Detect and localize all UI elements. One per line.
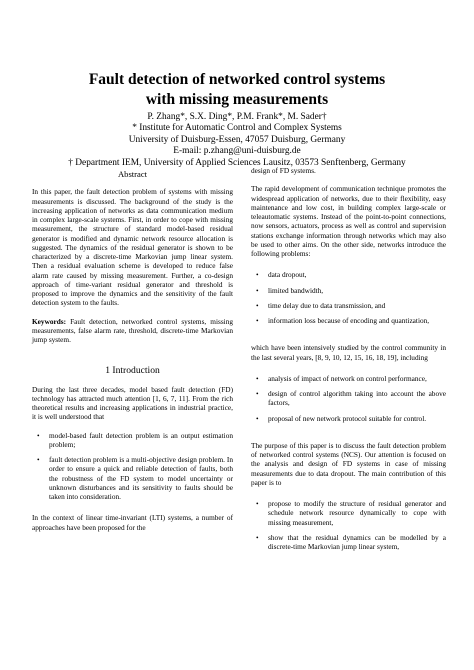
list-item-text: information loss because of encoding and quantization,	[268, 316, 430, 325]
title-line: with missing measurements	[145, 91, 329, 108]
section-heading-introduction: 1 Introduction	[105, 365, 160, 377]
keywords-paragraph	[32, 317, 233, 345]
list-item-text: fault detection problem is a multi-objective design problem. In order to ensure a quick and reliable detection of faults, both the robustness of the FD system to model uncertainty or unknown disturbances and its sensitivity to faults should be taken into consideration.	[49, 455, 233, 501]
bullet-icon: •	[37, 455, 40, 464]
list-item	[251, 301, 446, 310]
left-column	[32, 170, 233, 532]
affiliation-line: University of Duisburg-Essen, 47057 Duisburg, Germany	[128, 134, 346, 145]
bullet-icon: •	[256, 270, 259, 280]
list-item	[251, 286, 446, 295]
affiliation-line: * Institute for Automatic Control and Complex Systems	[132, 123, 342, 134]
research-topics-list	[251, 374, 446, 423]
keywords-text: Fault detection, networked control systems, missing measurements, false alarm rate, threshold, discrete-time Markovian jump system.	[32, 316, 233, 344]
bullet-icon: •	[256, 316, 259, 325]
bullet-icon: •	[256, 532, 259, 542]
list-item-text: limited bandwidth,	[268, 285, 324, 295]
abstract-text: In this paper, the fault detection problem of systems with missing measurements is discussed. The background of the study is the increasing application of networks as data communication medium in complex large-scale systems. First, in order to cope with missing measurement, the structure of standard model-based residual generator is modified and dynamic network resource allocation is suggested. The dynamics of the residual generator is shown to be characterized by a discrete-time Markovian jump linear system. Then a residual evaluation scheme is developed to reduce false alarm rate caused by missing measurement. Further, a co-design approach of time-variant residual generator and threshold is proposed to improve the dynamics and the sensitivity of the fault detection system to the faults.	[32, 187, 233, 308]
right-column	[251, 166, 446, 557]
contribution-list	[251, 499, 446, 551]
list-item	[251, 374, 446, 383]
body-paragraph: which have been intensively studied by the control community in the last several years, [8, 9, 10, 12, 15, 16, 18, 19], including	[251, 343, 446, 362]
list-item	[251, 270, 446, 279]
author-names: P. Zhang*, S.X. Ding*, P.M. Frank*, M. Sader†	[147, 112, 327, 122]
bullet-icon: •	[256, 373, 259, 383]
list-item-text: propose to modify the structure of residual generator and schedule network resource dynamically to cope with missing measurement,	[268, 499, 446, 527]
intro-bullet-list	[32, 431, 233, 502]
title-line: Fault detection of networked control systems	[88, 71, 386, 88]
body-paragraph: The rapid development of communication technique promotes the widespread application of networks, due to their flexibility, easy maintenance and low cost, in building complex large-scale or teleautomatic systems. Instead of the point-to-point connections, now sensors, actuators, process as well as control and supervision stations exchange information through networks which may also be used to other aims. On the other side, networks introduce the following problems:	[251, 184, 446, 258]
intro-paragraph: In the context of linear time-invariant (LTI) systems, a number of approaches have been proposed for the	[32, 513, 233, 532]
list-item-text: proposal of new network protocol suitable for control.	[268, 413, 427, 423]
network-problems-list	[251, 270, 446, 325]
abstract-heading: Abstract	[117, 169, 148, 179]
list-item	[32, 431, 233, 450]
list-item	[251, 499, 446, 527]
affiliation-line: † Department IEM, University of Applied Sciences Lausitz, 03573 Senftenberg, Germany	[68, 157, 406, 168]
body-paragraph: The purpose of this paper is to discuss the fault detection problem of networked control systems (NCS). Our attention is focused on the analysis and design of FD systems in case of missing measurements due to data dropout. The main contribution of this paper is to	[251, 440, 446, 487]
list-item-text: show that the residual dynamics can be modelled by a discrete-time Markovian jump linear system,	[268, 532, 446, 551]
list-item-text: model-based fault detection problem is an output estimation problem;	[49, 430, 233, 449]
bullet-icon: •	[256, 499, 259, 508]
author-email: E-mail: p.zhang@uni-duisburg.de	[173, 146, 301, 157]
list-item	[251, 316, 446, 325]
list-item	[251, 414, 446, 423]
bullet-icon: •	[256, 285, 259, 295]
paper-title	[0, 70, 474, 110]
list-item-text: data dropout,	[268, 270, 307, 280]
list-item-text: analysis of impact of network on control performance,	[268, 373, 427, 383]
author-block	[0, 112, 474, 169]
bullet-icon: •	[256, 300, 259, 310]
list-item-text: design of control algorithm taking into account the above factors,	[268, 389, 446, 408]
bullet-icon: •	[37, 430, 40, 440]
list-item-text: time delay due to data transmission, and	[268, 300, 386, 310]
bullet-icon: •	[256, 389, 259, 398]
body-paragraph: design of FD systems.	[251, 166, 316, 175]
bullet-icon: •	[256, 413, 259, 423]
list-item	[251, 533, 446, 552]
list-item	[251, 389, 446, 408]
keywords-label: Keywords:	[32, 316, 67, 326]
list-item	[32, 455, 233, 501]
intro-paragraph: During the last three decades, model based fault detection (FD) technology has attracted much attention [1, 6, 7, 11]. From the rich theoretical results and increasing applications in industrial practice, it is well understood that	[32, 384, 233, 422]
